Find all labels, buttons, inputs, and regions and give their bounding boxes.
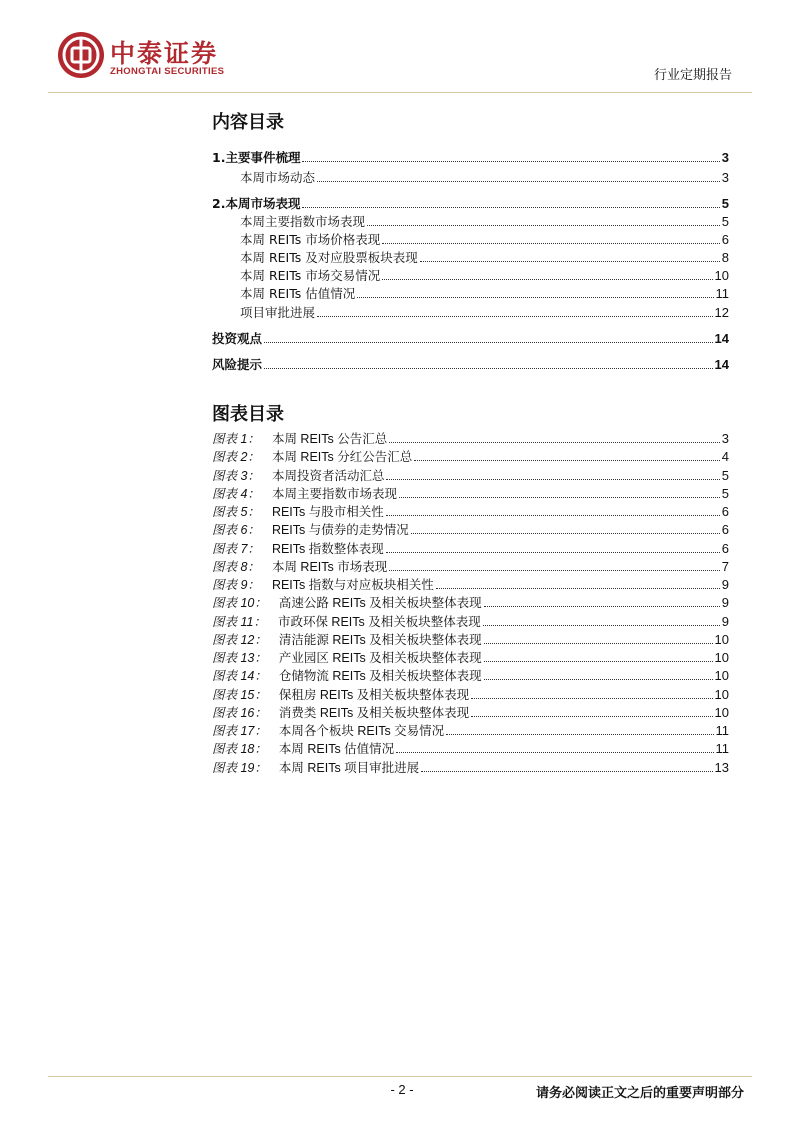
dot-leader — [471, 706, 712, 717]
figure-entry[interactable] — [212, 741, 729, 757]
figure-entry-page: 6 — [721, 522, 729, 538]
figure-entry[interactable] — [212, 614, 729, 630]
page-header — [0, 0, 802, 100]
toc-entry-page: 12 — [714, 305, 729, 320]
figure-entry-prefix: 图表 11： — [212, 614, 266, 629]
figure-entry-label — [212, 504, 384, 520]
figure-entry-title: 仓储物流 REITs 及相关板块整体表现 — [278, 669, 482, 684]
figure-entry[interactable] — [212, 468, 729, 484]
figure-entry-page: 6 — [721, 540, 729, 556]
dot-leader — [302, 151, 719, 162]
figure-entry-label — [212, 760, 419, 776]
toc-entry[interactable] — [212, 331, 729, 347]
toc-entry-label: 项目审批进展 — [240, 305, 316, 320]
figure-entry-label — [212, 431, 387, 447]
figure-entry-page: 7 — [721, 558, 729, 574]
figure-entry-page: 5 — [721, 485, 729, 501]
dot-leader — [317, 306, 713, 317]
toc-entry-page: 5 — [721, 196, 729, 211]
figure-entry-title: 本周 REITs 市场表现 — [271, 559, 388, 574]
figure-entry-prefix: 图表 17： — [212, 724, 267, 738]
figure-entry-title: 本周 REITs 分红公告汇总 — [271, 450, 413, 465]
footer-divider — [48, 1076, 752, 1077]
toc-entry[interactable] — [240, 305, 729, 321]
dot-leader — [357, 287, 713, 298]
figure-entry-title: 高速公路 REITs 及相关板块整体表现 — [278, 596, 482, 611]
figure-entry-prefix: 图表 1： — [212, 432, 260, 446]
figure-entry-label — [212, 559, 387, 575]
figure-entry-title: 本周 REITs 项目审批进展 — [278, 760, 420, 775]
figure-entry[interactable] — [212, 760, 729, 776]
toc-entry-label: 1.主要事件梳理 — [212, 150, 301, 165]
figure-entry-label — [212, 541, 384, 557]
footer-disclaimer: 请务必阅读正文之后的重要声明部分 — [535, 1086, 744, 1101]
figure-entry-label — [212, 468, 384, 484]
figure-entry-page: 4 — [721, 449, 729, 465]
figure-entry-prefix: 图表 7： — [212, 541, 260, 556]
dot-leader — [396, 742, 713, 753]
figure-entry[interactable] — [212, 522, 729, 538]
toc-entry-label: 本周主要指数市场表现 — [240, 214, 366, 229]
dot-leader — [382, 233, 719, 244]
figure-entry[interactable] — [212, 595, 729, 611]
dot-leader — [382, 269, 712, 280]
figure-entry-page: 9 — [721, 613, 729, 629]
figure-entry-title: 产业园区 REITs 及相关板块整体表现 — [278, 651, 482, 665]
dot-leader — [446, 724, 713, 735]
toc-entry-label: 本周 REITs 市场价格表现 — [240, 232, 381, 247]
figure-entry-title: 本周 REITs 公告汇总 — [271, 432, 388, 446]
dot-leader — [399, 487, 720, 498]
figure-entry[interactable] — [212, 559, 729, 575]
figure-entry-prefix: 图表 12： — [212, 632, 267, 647]
logo-english-name: ZHONGTAI SECURITIES — [110, 66, 225, 77]
figure-entry-label — [212, 595, 482, 611]
figure-entry-prefix: 图表 15： — [212, 687, 267, 702]
figure-entry-page: 10 — [714, 650, 729, 665]
toc-entry-label: 本周 REITs 估值情况 — [240, 286, 356, 301]
figure-entry-prefix: 图表 16： — [212, 705, 267, 720]
figure-entry[interactable] — [212, 632, 729, 648]
dot-leader — [484, 633, 713, 644]
figure-entry-title: 本周各个板块 REITs 交易情况 — [278, 724, 445, 738]
figure-entry[interactable] — [212, 650, 729, 666]
figure-entry-title: REITs 指数整体表现 — [271, 541, 384, 556]
toc-entry[interactable] — [212, 196, 729, 212]
figure-entry-prefix: 图表 5： — [212, 505, 260, 519]
figure-entry-page: 10 — [714, 668, 729, 684]
figure-entry-prefix: 图表 18： — [212, 742, 267, 757]
figure-entry-prefix: 图表 2： — [212, 450, 260, 465]
dot-leader — [389, 432, 720, 443]
dot-leader — [436, 578, 720, 589]
figure-entry-prefix: 图表 13： — [212, 651, 267, 665]
figure-entry-title: 消费类 REITs 及相关板块整体表现 — [278, 705, 470, 720]
dot-leader — [389, 560, 720, 571]
figure-entry-prefix: 图表 14： — [212, 669, 267, 684]
toc-entry[interactable] — [240, 250, 729, 266]
toc-entry-label: 本周市场动态 — [240, 170, 316, 185]
figure-entry-page: 10 — [714, 631, 729, 647]
toc-entry-page: 3 — [721, 170, 729, 185]
figure-entry[interactable] — [212, 504, 729, 520]
figure-entry-page: 10 — [714, 686, 729, 702]
figure-entry[interactable] — [212, 577, 729, 593]
figure-entry-label — [212, 723, 444, 739]
figure-entry[interactable] — [212, 449, 729, 465]
figure-entry-label — [212, 632, 482, 648]
page-number: - 2 - — [390, 1082, 414, 1097]
dot-leader — [367, 215, 720, 226]
figure-entry-prefix: 图表 3： — [212, 468, 260, 483]
toc-entry[interactable] — [212, 357, 729, 373]
figure-entry-page: 6 — [721, 504, 729, 519]
figure-entry-title: REITs 与股市相关性 — [271, 505, 384, 519]
figure-entry-prefix: 图表 8： — [212, 559, 260, 574]
figure-entry-title: 市政环保 REITs 及相关板块整体表现 — [277, 614, 481, 629]
report-type-label: 行业定期报告 — [653, 68, 732, 83]
figure-entry-label — [212, 614, 481, 630]
toc-entry-label: 投资观点 — [212, 331, 263, 346]
dot-leader — [484, 596, 720, 607]
figure-entry-label — [212, 668, 482, 684]
dot-leader — [421, 761, 712, 772]
figure-entry-title: 本周投资者活动汇总 — [271, 468, 385, 483]
dot-leader — [264, 332, 713, 343]
figure-entry-page: 9 — [721, 595, 729, 611]
toc-entry-label: 本周 REITs 及对应股票板块表现 — [240, 250, 418, 265]
figure-entry-label — [212, 449, 412, 465]
figure-entry-page: 10 — [714, 704, 729, 720]
figure-entry[interactable] — [212, 723, 729, 739]
figure-entry-prefix: 图表 4： — [212, 486, 260, 501]
figure-entry-prefix: 图表 9： — [212, 578, 260, 592]
figure-entry-label — [212, 741, 394, 757]
toc-entry[interactable] — [240, 170, 729, 186]
toc-entry[interactable] — [212, 150, 729, 166]
toc-entry-label: 本周 REITs 市场交易情况 — [240, 268, 381, 283]
figure-entry[interactable] — [212, 668, 729, 684]
figure-entry[interactable] — [212, 486, 729, 502]
figures-title: 图表目录 — [212, 404, 284, 425]
toc-entry-page: 14 — [714, 357, 729, 372]
toc-entry-page: 14 — [714, 331, 729, 346]
dot-leader — [420, 251, 720, 262]
figure-entry-title: 本周主要指数市场表现 — [271, 486, 397, 501]
toc-entry-label: 风险提示 — [212, 357, 263, 372]
figure-entry-prefix: 图表 6： — [212, 523, 260, 538]
dot-leader — [386, 469, 719, 480]
figure-entry[interactable] — [212, 687, 729, 703]
toc-entry[interactable] — [240, 286, 729, 302]
figure-entry-title: 保租房 REITs 及相关板块整体表现 — [278, 687, 470, 702]
figure-entry[interactable] — [212, 541, 729, 557]
toc-entry[interactable] — [240, 232, 729, 248]
dot-leader — [386, 542, 720, 553]
dot-leader — [317, 171, 720, 182]
toc-entry-label: 2.本周市场表现 — [212, 196, 301, 211]
figure-entry-label — [212, 577, 434, 593]
toc-entry-page: 11 — [715, 286, 729, 301]
figure-entry-prefix: 图表 10： — [212, 596, 267, 611]
figure-entry-page: 11 — [715, 741, 729, 757]
dot-leader — [414, 450, 720, 461]
toc-entry-page: 8 — [721, 250, 729, 265]
toc-entry[interactable] — [240, 268, 729, 284]
figure-entry-page: 9 — [721, 577, 729, 592]
toc-entry-page: 3 — [721, 150, 729, 165]
toc-entry-page: 5 — [721, 214, 729, 229]
contents-title: 内容目录 — [212, 112, 284, 133]
figure-entry[interactable] — [212, 705, 729, 721]
figure-entry-label — [212, 486, 397, 502]
figure-entry-title: REITs 指数与对应板块相关性 — [271, 578, 434, 592]
dot-leader — [411, 523, 720, 534]
dot-leader — [483, 615, 720, 626]
figure-entry-page: 11 — [715, 723, 729, 738]
figure-entry-prefix: 图表 19： — [212, 760, 267, 775]
figure-entry-page: 3 — [721, 431, 729, 446]
figure-entry-label — [212, 522, 409, 538]
dot-leader — [484, 651, 713, 662]
figure-entry-title: 本周 REITs 估值情况 — [278, 742, 395, 757]
figure-entry-title: REITs 与债券的走势情况 — [271, 523, 409, 538]
figure-entry-label — [212, 687, 469, 703]
toc-entry[interactable] — [240, 214, 729, 230]
logo-chinese-name: 中泰证券 — [110, 39, 219, 68]
figure-entry-label — [212, 705, 469, 721]
logo-emblem-icon — [56, 30, 106, 80]
figure-entry[interactable] — [212, 431, 729, 447]
figure-entry-page: 13 — [714, 759, 729, 775]
toc-entry-page: 10 — [714, 268, 729, 283]
dot-leader — [264, 358, 713, 369]
toc-entry-page: 6 — [721, 232, 729, 247]
dot-leader — [471, 688, 712, 699]
dot-leader — [386, 505, 720, 516]
figure-entry-label — [212, 650, 482, 666]
figure-entry-page: 5 — [721, 467, 729, 483]
figure-entry-title: 清洁能源 REITs 及相关板块整体表现 — [278, 632, 482, 647]
dot-leader — [484, 669, 713, 680]
company-logo — [56, 30, 246, 82]
dot-leader — [302, 197, 719, 208]
header-divider — [48, 92, 752, 93]
